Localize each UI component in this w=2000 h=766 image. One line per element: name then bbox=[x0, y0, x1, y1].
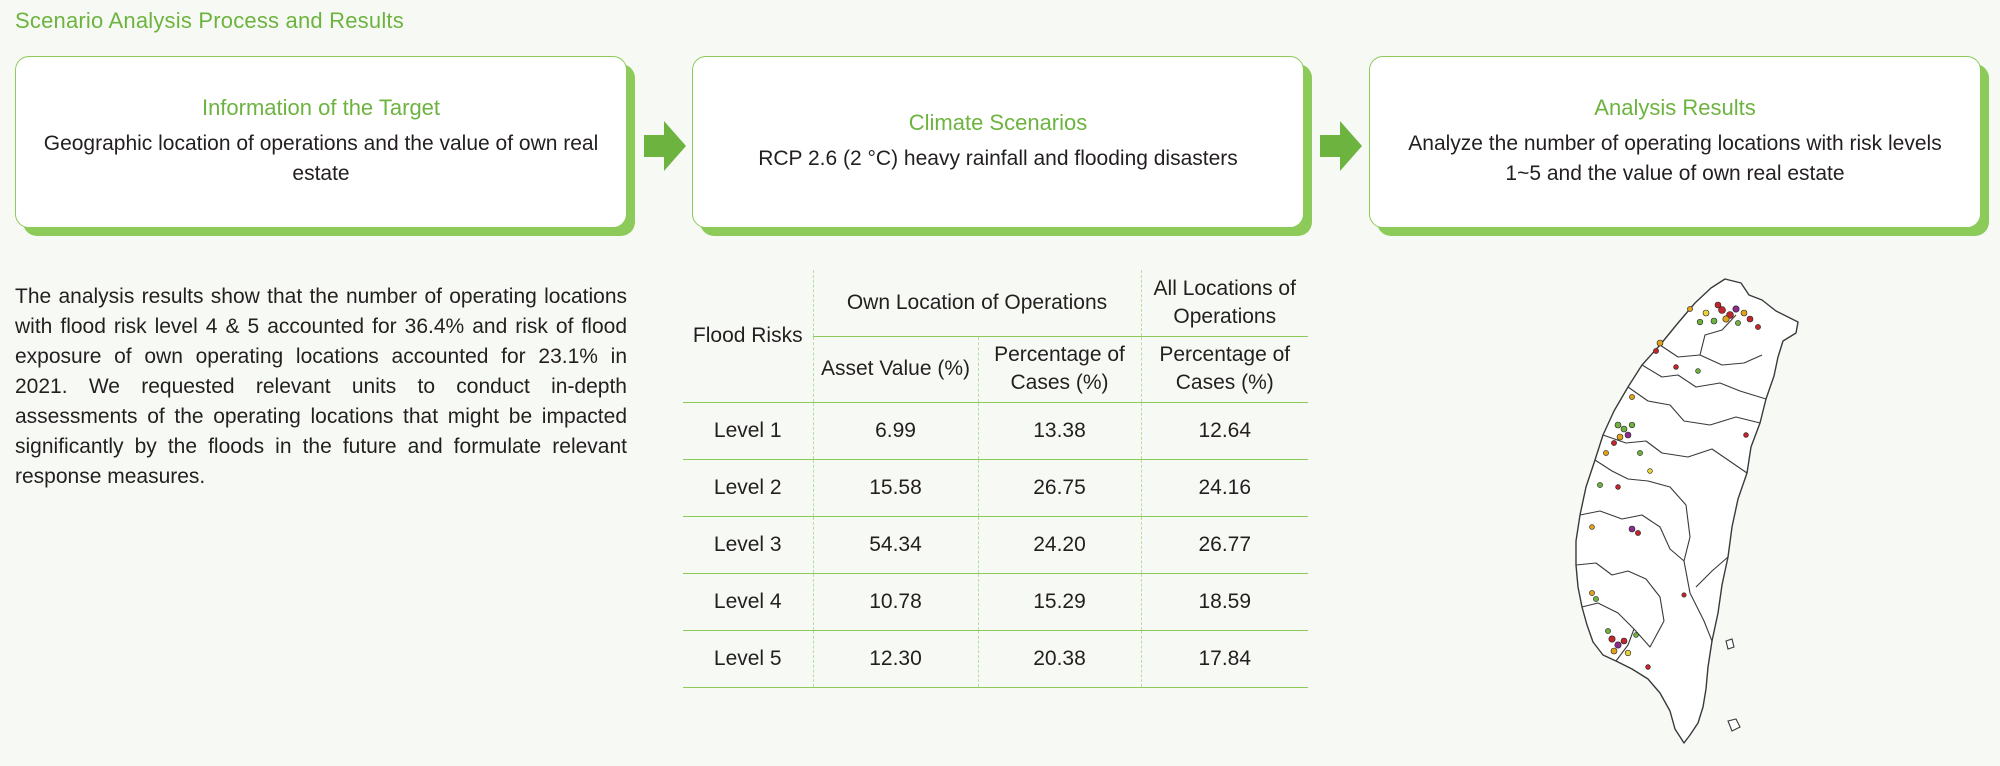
header-asset-value: Asset Value (%) bbox=[813, 336, 978, 402]
header-pct-cases-all: Percentage of Cases (%) bbox=[1141, 336, 1308, 402]
table-row bbox=[683, 573, 1308, 630]
analysis-results-title: Analysis Results bbox=[1594, 95, 1756, 120]
table-row bbox=[683, 402, 1308, 459]
all-pct-cell: 17.84 bbox=[1141, 630, 1308, 687]
target-info-title: Information of the Target bbox=[201, 95, 441, 120]
analysis-description: The analysis results show that the number of operating locations with flood risk level 4 & 5 accounted for 36.4% and risk of flood exposure of own operating locations accounted for 23.1% in 2021. We requested relevant units to conduct in-depth assessments of the operating locations that might be impacted significantly by the floods in the future and formulate relevant response measures. bbox=[15, 285, 627, 488]
asset-value-cell: 10.78 bbox=[813, 573, 978, 630]
all-pct-cell: 12.64 bbox=[1141, 402, 1308, 459]
asset-value-cell: 54.34 bbox=[813, 516, 978, 573]
level-cell: Level 1 bbox=[683, 402, 813, 459]
target-info-text: Geographic location of operations and the value of own real estate bbox=[43, 132, 599, 185]
own-pct-cell: 24.20 bbox=[978, 516, 1141, 573]
all-pct-cell: 24.16 bbox=[1141, 459, 1308, 516]
all-pct-cell: 18.59 bbox=[1141, 573, 1308, 630]
climate-scenarios-text: RCP 2.6 (2 °C) heavy rainfall and flooding disasters bbox=[758, 147, 1238, 170]
header-all-locations: All Locations of Operations bbox=[1141, 270, 1308, 336]
header-flood-risks: Flood Risks bbox=[692, 323, 803, 347]
flood-risk-table bbox=[683, 270, 1308, 688]
arrow-right-icon bbox=[1320, 121, 1362, 171]
table-row bbox=[683, 630, 1308, 687]
table-row bbox=[683, 459, 1308, 516]
level-cell: Level 5 bbox=[683, 630, 813, 687]
climate-scenarios-title: Climate Scenarios bbox=[908, 110, 1088, 135]
header-own-locations: Own Location of Operations bbox=[813, 270, 1141, 336]
arrow-right-icon bbox=[644, 121, 686, 171]
page-title: Scenario Analysis Process and Results bbox=[15, 8, 404, 33]
level-cell: Level 3 bbox=[683, 516, 813, 573]
analysis-results-box bbox=[1369, 56, 1981, 228]
climate-scenarios-box bbox=[692, 56, 1304, 228]
header-pct-cases-own: Percentage of Cases (%) bbox=[978, 336, 1141, 402]
own-pct-cell: 15.29 bbox=[978, 573, 1141, 630]
own-pct-cell: 26.75 bbox=[978, 459, 1141, 516]
asset-value-cell: 15.58 bbox=[813, 459, 978, 516]
target-info-box bbox=[15, 56, 627, 228]
own-pct-cell: 13.38 bbox=[978, 402, 1141, 459]
table-row bbox=[683, 516, 1308, 573]
asset-value-cell: 12.30 bbox=[813, 630, 978, 687]
level-cell: Level 4 bbox=[683, 573, 813, 630]
own-pct-cell: 20.38 bbox=[978, 630, 1141, 687]
level-cell: Level 2 bbox=[683, 459, 813, 516]
analysis-results-text: Analyze the number of operating locations with risk levels 1~5 and the value of own real estate bbox=[1408, 132, 1942, 185]
all-pct-cell: 26.77 bbox=[1141, 516, 1308, 573]
asset-value-cell: 6.99 bbox=[813, 402, 978, 459]
taiwan-flood-risk-map bbox=[1500, 275, 1820, 755]
